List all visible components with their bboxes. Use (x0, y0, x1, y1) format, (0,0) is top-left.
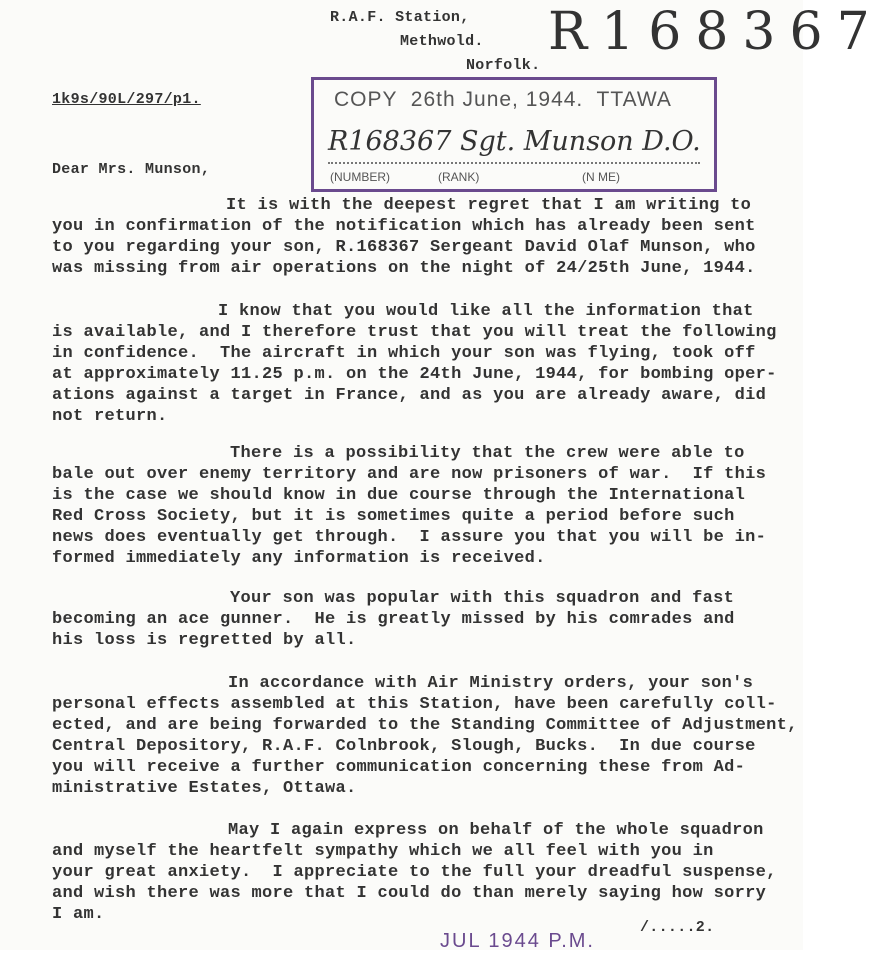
paragraph-3-line: formed immediately any information is received. (52, 549, 546, 568)
paragraph-6-line: and myself the heartfelt sympathy which we all feel with you in (52, 842, 714, 861)
stamp-label-rank: (RANK) (438, 170, 480, 184)
paragraph-1-line: to you regarding your son, R.168367 Sergeant David Olaf Munson, who (52, 238, 756, 257)
paragraph-1-line: was missing from air operations on the night of 24/25th June, 1944. (52, 259, 756, 278)
paragraph-5-line: Central Depository, R.A.F. Colnbrook, Slough, Bucks. In due course (52, 737, 756, 756)
paragraph-2-line: not return. (52, 407, 168, 426)
paragraph-3-line: Red Cross Society, but it is sometimes quite a period before such (52, 507, 735, 526)
paragraph-1-line: It is with the deepest regret that I am writing to (226, 196, 752, 215)
address-line-2: Methwold. (400, 33, 484, 50)
paragraph-6-line: I am. (52, 905, 105, 924)
address-line-3: Norfolk. (466, 57, 541, 74)
stamp-label-number: (NUMBER) (330, 170, 390, 184)
paragraph-5-line: personal effects assembled at this Station, have been carefully coll- (52, 695, 777, 714)
address-line-1: R.A.F. Station, (330, 9, 470, 26)
stamp-copy-line: COPY 26th June, 1944. TTAWA (334, 88, 672, 111)
paragraph-2-line: ations against a target in France, and as you are already aware, did (52, 386, 767, 405)
stamp-label-name: (N ME) (582, 170, 620, 184)
paragraph-5-line: ected, and are being forwarded to the Standing Committee of Adjustment, (52, 716, 798, 735)
stamp-handwritten-entry: R168367 Sgt. Munson D.O. (328, 126, 701, 157)
paragraph-2-line: is available, and I therefore trust that you will treat the following (52, 323, 777, 342)
paragraph-3-line: bale out over enemy territory and are now prisoners of war. If this (52, 465, 767, 484)
paragraph-6-line: May I again express on behalf of the whole squadron (228, 821, 764, 840)
paragraph-2-line: in confidence. The aircraft in which your son was flying, took off (52, 344, 756, 363)
paragraph-2-line: at approximately 11.25 p.m. on the 24th June, 1944, for bombing oper- (52, 365, 777, 384)
paragraph-6-line: your great anxiety. I appreciate to the full your dreadful suspense, (52, 863, 777, 882)
stamp-dotted-line (328, 162, 700, 164)
copy-stamp (311, 77, 717, 192)
received-date-stamp: JUL 1944 P.M. (440, 930, 595, 952)
handwritten-service-number: R168367 (548, 2, 884, 62)
paragraph-6-line: and wish there was more that I could do than merely saying how sorry (52, 884, 767, 903)
continuation-mark: /.....2. (640, 919, 715, 936)
paragraph-5-line: ministrative Estates, Ottawa. (52, 779, 357, 798)
paragraph-4-line: Your son was popular with this squadron and fast (230, 589, 735, 608)
paragraph-3-line: is the case we should know in due course through the International (52, 486, 746, 505)
paragraph-2-line: I know that you would like all the information that (218, 302, 754, 321)
salutation: Dear Mrs. Munson, (52, 161, 211, 178)
paragraph-4-line: his loss is regretted by all. (52, 631, 357, 650)
paragraph-4-line: becoming an ace gunner. He is greatly missed by his comrades and (52, 610, 735, 629)
paragraph-1-line: you in confirmation of the notification which has already been sent (52, 217, 756, 236)
reference-number: 1k9s/90L/297/p1. (52, 91, 201, 108)
paragraph-3-line: There is a possibility that the crew were able to (230, 444, 745, 463)
paragraph-3-line: news does eventually get through. I assure you that you will be in- (52, 528, 767, 547)
paragraph-5-line: In accordance with Air Ministry orders, your son's (228, 674, 754, 693)
paragraph-5-line: you will receive a further communication concerning these from Ad- (52, 758, 746, 777)
